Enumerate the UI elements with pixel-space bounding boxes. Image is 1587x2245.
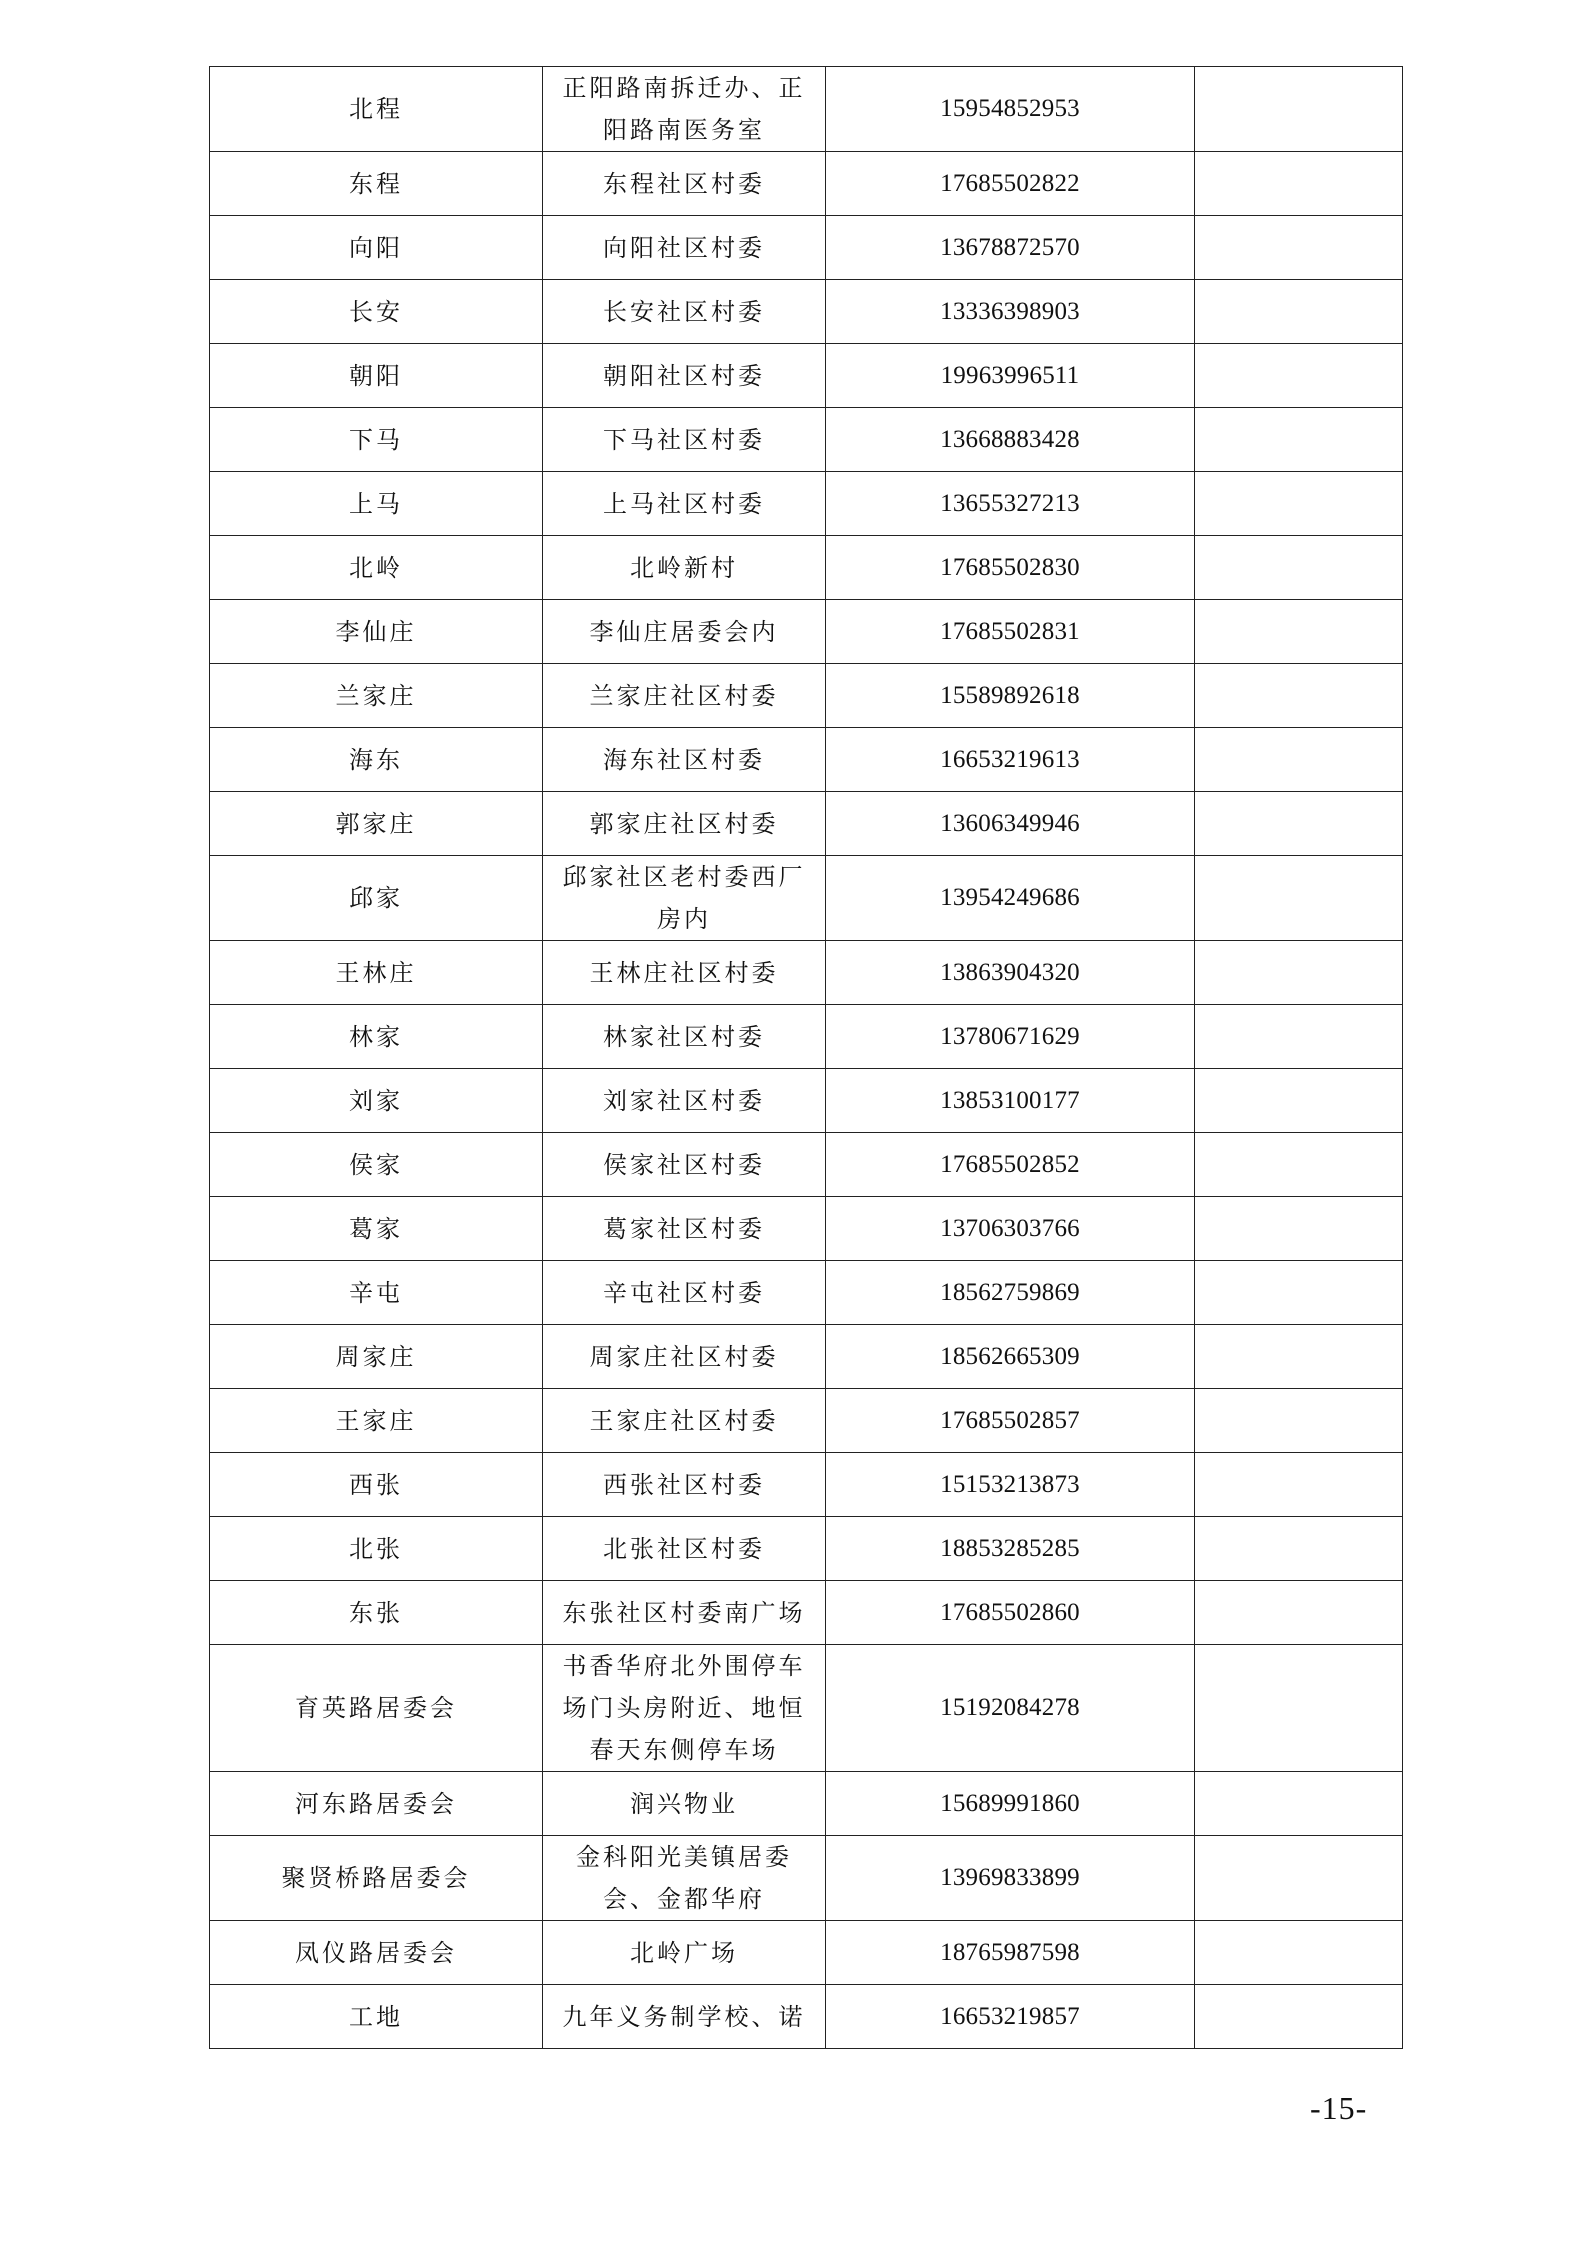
cell-location: 邱家社区老村委西厂房内	[543, 856, 826, 941]
table-row	[210, 1005, 1403, 1069]
cell-note	[1195, 792, 1403, 856]
cell-location: 李仙庄居委会内	[543, 600, 826, 664]
cell-location: 刘家社区村委	[543, 1069, 826, 1133]
cell-note	[1195, 1325, 1403, 1389]
table-row	[210, 1517, 1403, 1581]
table-row	[210, 1772, 1403, 1836]
cell-phone: 17685502822	[826, 152, 1195, 216]
cell-phone: 13336398903	[826, 280, 1195, 344]
cell-name: 辛屯	[210, 1261, 543, 1325]
cell-note	[1195, 1581, 1403, 1645]
cell-phone: 13706303766	[826, 1197, 1195, 1261]
table-body	[210, 67, 1403, 2049]
cell-note	[1195, 728, 1403, 792]
cell-phone: 15192084278	[826, 1645, 1195, 1772]
cell-location: 兰家庄社区村委	[543, 664, 826, 728]
table-row	[210, 152, 1403, 216]
table-row	[210, 1645, 1403, 1772]
table-row	[210, 216, 1403, 280]
cell-phone: 13954249686	[826, 856, 1195, 941]
cell-phone: 13668883428	[826, 408, 1195, 472]
cell-name: 郭家庄	[210, 792, 543, 856]
cell-location: 郭家庄社区村委	[543, 792, 826, 856]
cell-note	[1195, 67, 1403, 152]
cell-location: 向阳社区村委	[543, 216, 826, 280]
cell-note	[1195, 152, 1403, 216]
table-row	[210, 1133, 1403, 1197]
cell-name: 葛家	[210, 1197, 543, 1261]
cell-location: 朝阳社区村委	[543, 344, 826, 408]
cell-phone: 16653219613	[826, 728, 1195, 792]
cell-name: 凤仪路居委会	[210, 1921, 543, 1985]
cell-phone: 13606349946	[826, 792, 1195, 856]
cell-phone: 13863904320	[826, 941, 1195, 1005]
cell-note	[1195, 216, 1403, 280]
table-row	[210, 600, 1403, 664]
table-row	[210, 1985, 1403, 2049]
cell-location: 林家社区村委	[543, 1005, 826, 1069]
cell-location: 辛屯社区村委	[543, 1261, 826, 1325]
table-row	[210, 1197, 1403, 1261]
cell-name: 东程	[210, 152, 543, 216]
cell-location: 王家庄社区村委	[543, 1389, 826, 1453]
cell-phone: 13655327213	[826, 472, 1195, 536]
cell-name: 工地	[210, 1985, 543, 2049]
cell-phone: 15589892618	[826, 664, 1195, 728]
cell-note	[1195, 856, 1403, 941]
cell-phone: 17685502860	[826, 1581, 1195, 1645]
cell-note	[1195, 664, 1403, 728]
cell-phone: 17685502857	[826, 1389, 1195, 1453]
cell-phone: 13780671629	[826, 1005, 1195, 1069]
cell-location: 海东社区村委	[543, 728, 826, 792]
cell-location: 周家庄社区村委	[543, 1325, 826, 1389]
cell-note	[1195, 600, 1403, 664]
cell-phone: 13969833899	[826, 1836, 1195, 1921]
cell-phone: 18765987598	[826, 1921, 1195, 1985]
cell-name: 长安	[210, 280, 543, 344]
cell-note	[1195, 1069, 1403, 1133]
cell-name: 林家	[210, 1005, 543, 1069]
cell-name: 王家庄	[210, 1389, 543, 1453]
cell-note	[1195, 536, 1403, 600]
table-row	[210, 1389, 1403, 1453]
cell-location: 长安社区村委	[543, 280, 826, 344]
cell-note	[1195, 472, 1403, 536]
cell-location: 润兴物业	[543, 1772, 826, 1836]
table-row	[210, 1453, 1403, 1517]
cell-phone: 13678872570	[826, 216, 1195, 280]
cell-name: 侯家	[210, 1133, 543, 1197]
cell-name: 下马	[210, 408, 543, 472]
cell-note	[1195, 1261, 1403, 1325]
cell-note	[1195, 1772, 1403, 1836]
cell-name: 王林庄	[210, 941, 543, 1005]
cell-phone: 17685502831	[826, 600, 1195, 664]
cell-phone: 18562665309	[826, 1325, 1195, 1389]
table-row	[210, 792, 1403, 856]
cell-location: 葛家社区村委	[543, 1197, 826, 1261]
cell-name: 上马	[210, 472, 543, 536]
table-row	[210, 536, 1403, 600]
cell-name: 东张	[210, 1581, 543, 1645]
cell-location: 侯家社区村委	[543, 1133, 826, 1197]
table-row	[210, 664, 1403, 728]
cell-note	[1195, 280, 1403, 344]
table-row	[210, 408, 1403, 472]
cell-name: 北程	[210, 67, 543, 152]
cell-phone: 19963996511	[826, 344, 1195, 408]
page-number: -15-	[1310, 2090, 1368, 2126]
table-row	[210, 1581, 1403, 1645]
table-row	[210, 941, 1403, 1005]
table-row	[210, 1921, 1403, 1985]
cell-note	[1195, 941, 1403, 1005]
cell-phone: 13853100177	[826, 1069, 1195, 1133]
contact-table	[209, 66, 1403, 2049]
cell-location: 金科阳光美镇居委会、金都华府	[543, 1836, 826, 1921]
table-row	[210, 1836, 1403, 1921]
cell-name: 河东路居委会	[210, 1772, 543, 1836]
cell-note	[1195, 1389, 1403, 1453]
cell-note	[1195, 408, 1403, 472]
cell-note	[1195, 1197, 1403, 1261]
table-row	[210, 1069, 1403, 1133]
table-row	[210, 728, 1403, 792]
cell-note	[1195, 1453, 1403, 1517]
cell-location: 北岭广场	[543, 1921, 826, 1985]
cell-phone: 16653219857	[826, 1985, 1195, 2049]
cell-phone: 18562759869	[826, 1261, 1195, 1325]
table-row	[210, 472, 1403, 536]
contact-table-container	[209, 66, 1402, 2049]
cell-phone: 17685502830	[826, 536, 1195, 600]
cell-name: 育英路居委会	[210, 1645, 543, 1772]
cell-location: 王林庄社区村委	[543, 941, 826, 1005]
cell-name: 兰家庄	[210, 664, 543, 728]
cell-name: 西张	[210, 1453, 543, 1517]
cell-note	[1195, 1645, 1403, 1772]
cell-phone: 15153213873	[826, 1453, 1195, 1517]
cell-name: 刘家	[210, 1069, 543, 1133]
cell-location: 上马社区村委	[543, 472, 826, 536]
table-row	[210, 344, 1403, 408]
cell-location: 北岭新村	[543, 536, 826, 600]
table-row	[210, 67, 1403, 152]
cell-location: 东程社区村委	[543, 152, 826, 216]
cell-note	[1195, 1133, 1403, 1197]
cell-location: 九年义务制学校、诺	[543, 1985, 826, 2049]
cell-note	[1195, 1517, 1403, 1581]
cell-phone: 15954852953	[826, 67, 1195, 152]
cell-phone: 18853285285	[826, 1517, 1195, 1581]
cell-name: 北岭	[210, 536, 543, 600]
cell-location: 北张社区村委	[543, 1517, 826, 1581]
cell-name: 邱家	[210, 856, 543, 941]
cell-location: 东张社区村委南广场	[543, 1581, 826, 1645]
cell-phone: 15689991860	[826, 1772, 1195, 1836]
cell-location: 西张社区村委	[543, 1453, 826, 1517]
table-row	[210, 856, 1403, 941]
cell-note	[1195, 1836, 1403, 1921]
cell-name: 北张	[210, 1517, 543, 1581]
table-row	[210, 1261, 1403, 1325]
cell-name: 周家庄	[210, 1325, 543, 1389]
cell-note	[1195, 344, 1403, 408]
cell-name: 朝阳	[210, 344, 543, 408]
cell-name: 聚贤桥路居委会	[210, 1836, 543, 1921]
cell-name: 海东	[210, 728, 543, 792]
table-row	[210, 280, 1403, 344]
cell-note	[1195, 1985, 1403, 2049]
cell-location: 下马社区村委	[543, 408, 826, 472]
table-row	[210, 1325, 1403, 1389]
cell-phone: 17685502852	[826, 1133, 1195, 1197]
cell-location: 书香华府北外围停车场门头房附近、地恒春天东侧停车场	[543, 1645, 826, 1772]
cell-location: 正阳路南拆迁办、正阳路南医务室	[543, 67, 826, 152]
cell-name: 李仙庄	[210, 600, 543, 664]
cell-note	[1195, 1005, 1403, 1069]
cell-note	[1195, 1921, 1403, 1985]
cell-name: 向阳	[210, 216, 543, 280]
